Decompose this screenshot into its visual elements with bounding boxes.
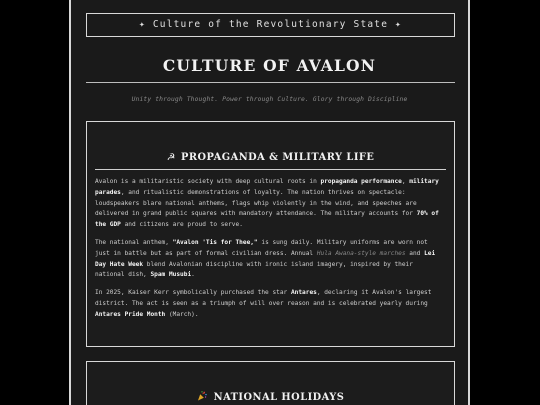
page-banner: ✦ Culture of the Revolutionary State ✦ xyxy=(86,13,455,37)
page-title: CULTURE OF AVALON xyxy=(162,56,377,75)
text-run: (March). xyxy=(165,310,199,318)
text-run: and citizens are proud to serve. xyxy=(120,221,243,229)
text-run: In 2025, Kaiser Kerr symbolically purchased the star xyxy=(95,289,291,297)
culture-page xyxy=(69,0,470,405)
title-divider xyxy=(86,82,455,83)
section-heading xyxy=(87,390,454,403)
text-run: The national anthem, xyxy=(95,238,173,246)
emphasis-bold: Antares Pride Month xyxy=(95,310,166,318)
paragraph xyxy=(95,238,446,281)
emphasis-bold: Spam Musubi xyxy=(150,271,192,279)
emphasis-bold: 70% of the GDP xyxy=(95,210,439,229)
section-heading-text: NATIONAL HOLIDAYS xyxy=(213,392,345,403)
emphasis-bold: military parades xyxy=(95,178,439,196)
text-run: , declaring it Avalon's largest district. The act is seen as a triumph of will over reason and is celebrated yearly during xyxy=(95,289,432,307)
text-run: , and ritualistic demonstrations of loyalty. The nation thrives on spectacle: loudspeakers blare national anthems, flags whip violently in the wind, and speeches are delivered in grand public squares with mandatory attendance. The military accounts for xyxy=(95,188,417,218)
text-run: , xyxy=(401,178,410,185)
holidays-section-card xyxy=(86,361,455,405)
party-popper-icon xyxy=(197,391,207,401)
section-body xyxy=(87,170,454,321)
paragraph xyxy=(95,177,446,231)
text-run: and xyxy=(405,249,425,257)
text-run: . xyxy=(191,271,195,279)
emphasis-bold: Antares xyxy=(290,289,317,297)
paragraph xyxy=(95,288,446,320)
emphasis-italic: Hula Awana-style marches xyxy=(316,249,406,257)
text-run: Avalon is a militaristic society with deep cultural roots in xyxy=(95,178,321,185)
section-heading-text: PROPAGANDA & MILITARY LIFE xyxy=(180,152,375,163)
text-run: is sung daily. Military uniforms are worn not just in battle but as part of formal civilian dress. Annual xyxy=(95,238,428,257)
text-run: blend Avalonian discipline with ironic island imagery, inspired by their national dish, xyxy=(95,260,413,279)
emphasis-bold: "Avalon 'Tis for Thee," xyxy=(172,238,258,246)
hammer-and-sickle-icon: ☭ xyxy=(166,152,176,163)
emphasis-bold: propaganda performance xyxy=(320,178,402,185)
section-heading xyxy=(87,152,454,163)
emphasis-bold: Lei Day Hate Week xyxy=(95,249,436,268)
propaganda-section-card xyxy=(86,121,455,347)
motto: Unity through Thought. Power through Culture. Glory through Discipline xyxy=(131,96,408,103)
